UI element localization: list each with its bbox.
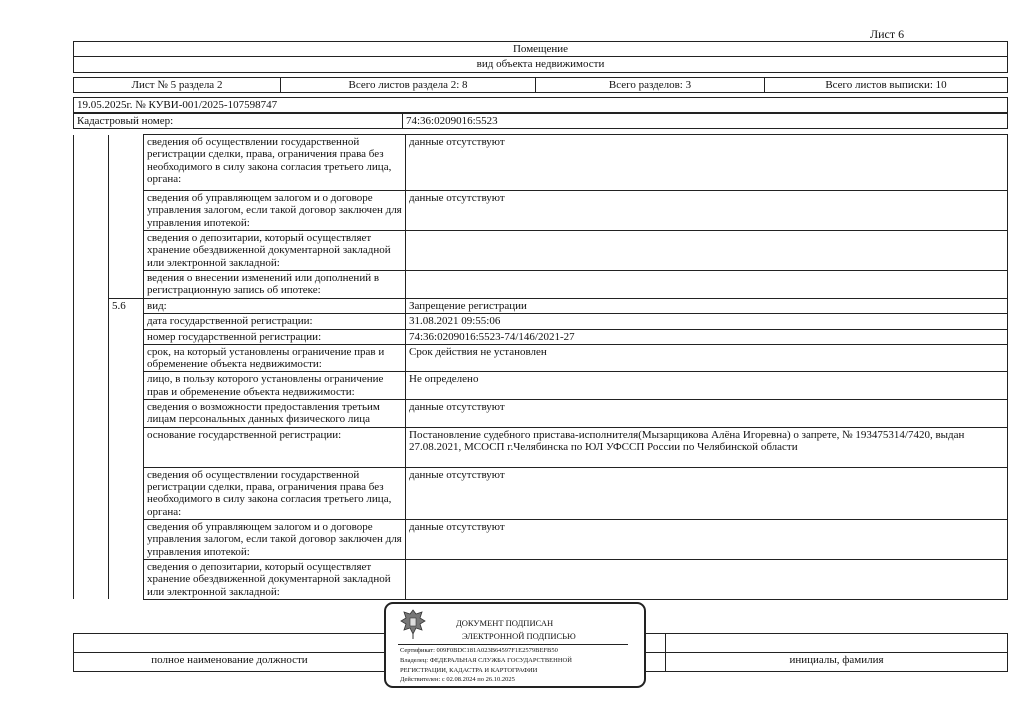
row-label: основание государственной регистрации: [144, 427, 406, 467]
table-row [74, 427, 1008, 467]
table-row [74, 329, 1008, 344]
stamp-divider [398, 644, 628, 645]
row-value: Не определено [406, 372, 1008, 400]
table-row [74, 519, 1008, 559]
table-row [74, 467, 1008, 519]
row-label: сведения о депозитарии, который осуществляет хранение обездвиженной документарной закладной или электронной закладной: [144, 559, 406, 599]
stamp-subtitle: ЭЛЕКТРОННОЙ ПОДПИСЬЮ [462, 631, 576, 641]
row-label: лицо, в пользу которого установлены ограничение прав и обременение объекта недвижимости: [144, 372, 406, 400]
table-row [74, 314, 1008, 329]
stamp-title: ДОКУМЕНТ ПОДПИСАН [456, 618, 554, 628]
object-title: Помещение [74, 42, 1008, 57]
cadastral-row [73, 113, 1008, 129]
row-label: сведения об осуществлении государственной регистрации сделки, права, ограничения права без необходимого в силу закона согласия третьего лица, органа: [144, 467, 406, 519]
item-number: 5.6 [109, 298, 144, 313]
row-value: данные отсутствуют [406, 519, 1008, 559]
table-row [74, 230, 1008, 270]
stamp-owner-line2: РЕГИСТРАЦИИ, КАДАСТРА И КАРТОГРАФИИ [400, 667, 538, 674]
section-total: Всего листов раздела 2: 8 [281, 78, 536, 93]
sections-total: Всего разделов: 3 [536, 78, 765, 93]
position-label: полное наименование должности [74, 653, 386, 672]
table-row [74, 270, 1008, 298]
stamp-validity: Действителен: с 02.08.2024 по 26.10.2025 [400, 676, 515, 683]
row-label: сведения об осуществлении государственной регистрации сделки, права, ограничения права без необходимого в силу закона согласия третьего лица, органа: [144, 135, 406, 191]
sheet-info-row [73, 77, 1008, 93]
row-label: дата государственной регистрации: [144, 314, 406, 329]
extract-total: Всего листов выписки: 10 [765, 78, 1008, 93]
row-value: Постановление судебного пристава-исполнителя(Мызарщикова Алёна Игоревна) о запрете, № 193475314/7420, выдан 27.08.2021, МСОСП г.Челябинска по ЮЛ УФССП России по Челябинской области [406, 427, 1008, 467]
table-row [74, 135, 1008, 191]
row-label: сведения об управляющем залогом и о договоре управления залогом, если такой договор заключен для управления ипотекой: [144, 519, 406, 559]
row-label: вид: [144, 298, 406, 313]
row-value [406, 559, 1008, 599]
row-value: Запрещение регистрации [406, 298, 1008, 313]
object-kind: вид объекта недвижимости [74, 57, 1008, 72]
encumbrance-table [73, 134, 1008, 600]
object-header [73, 41, 1008, 73]
state-emblem-icon [400, 608, 426, 640]
cadastral-value: 74:36:0209016:5523 [403, 114, 1008, 129]
stamp-owner-line1: Владелец: ФЕДЕРАЛЬНАЯ СЛУЖБА ГОСУДАРСТВЕННОЙ [400, 657, 572, 664]
row-label: номер государственной регистрации: [144, 329, 406, 344]
row-value: данные отсутствуют [406, 400, 1008, 428]
row-value: 31.08.2021 09:55:06 [406, 314, 1008, 329]
row-value: данные отсутствуют [406, 191, 1008, 231]
initials-label: инициалы, фамилия [666, 653, 1008, 672]
row-value [406, 230, 1008, 270]
table-row [74, 344, 1008, 372]
section-sheet: Лист № 5 раздела 2 [74, 78, 281, 93]
table-row [74, 191, 1008, 231]
electronic-signature-stamp [384, 602, 646, 688]
row-label: ведения о внесении изменений или дополнений в регистрационную запись об ипотеке: [144, 270, 406, 298]
registry-number-row [73, 97, 1008, 113]
table-row [74, 298, 1008, 313]
row-label: сведения о возможности предоставления третьим лицам персональных данных физического лица [144, 400, 406, 428]
row-value [406, 270, 1008, 298]
row-label: сведения об управляющем залогом и о договоре управления залогом, если такой договор заключен для управления ипотекой: [144, 191, 406, 231]
registry-date-number: 19.05.2025г. № КУВИ-001/2025-107598747 [74, 98, 1008, 113]
cadastral-label: Кадастровый номер: [74, 114, 403, 129]
table-row [74, 372, 1008, 400]
row-label: срок, на который установлены ограничение прав и обременение объекта недвижимости: [144, 344, 406, 372]
row-value: Срок действия не установлен [406, 344, 1008, 372]
table-row [74, 400, 1008, 428]
row-value: данные отсутствуют [406, 467, 1008, 519]
table-row [74, 559, 1008, 599]
row-value: данные отсутствуют [406, 135, 1008, 191]
stamp-certificate: Сертификат: 009F0BDC181A023B64597F1E2579BEFB50 [400, 647, 558, 654]
row-value: 74:36:0209016:5523-74/146/2021-27 [406, 329, 1008, 344]
row-label: сведения о депозитарии, который осуществляет хранение обездвиженной документарной закладной или электронной закладной: [144, 230, 406, 270]
sheet-number: Лист 6 [870, 27, 905, 41]
